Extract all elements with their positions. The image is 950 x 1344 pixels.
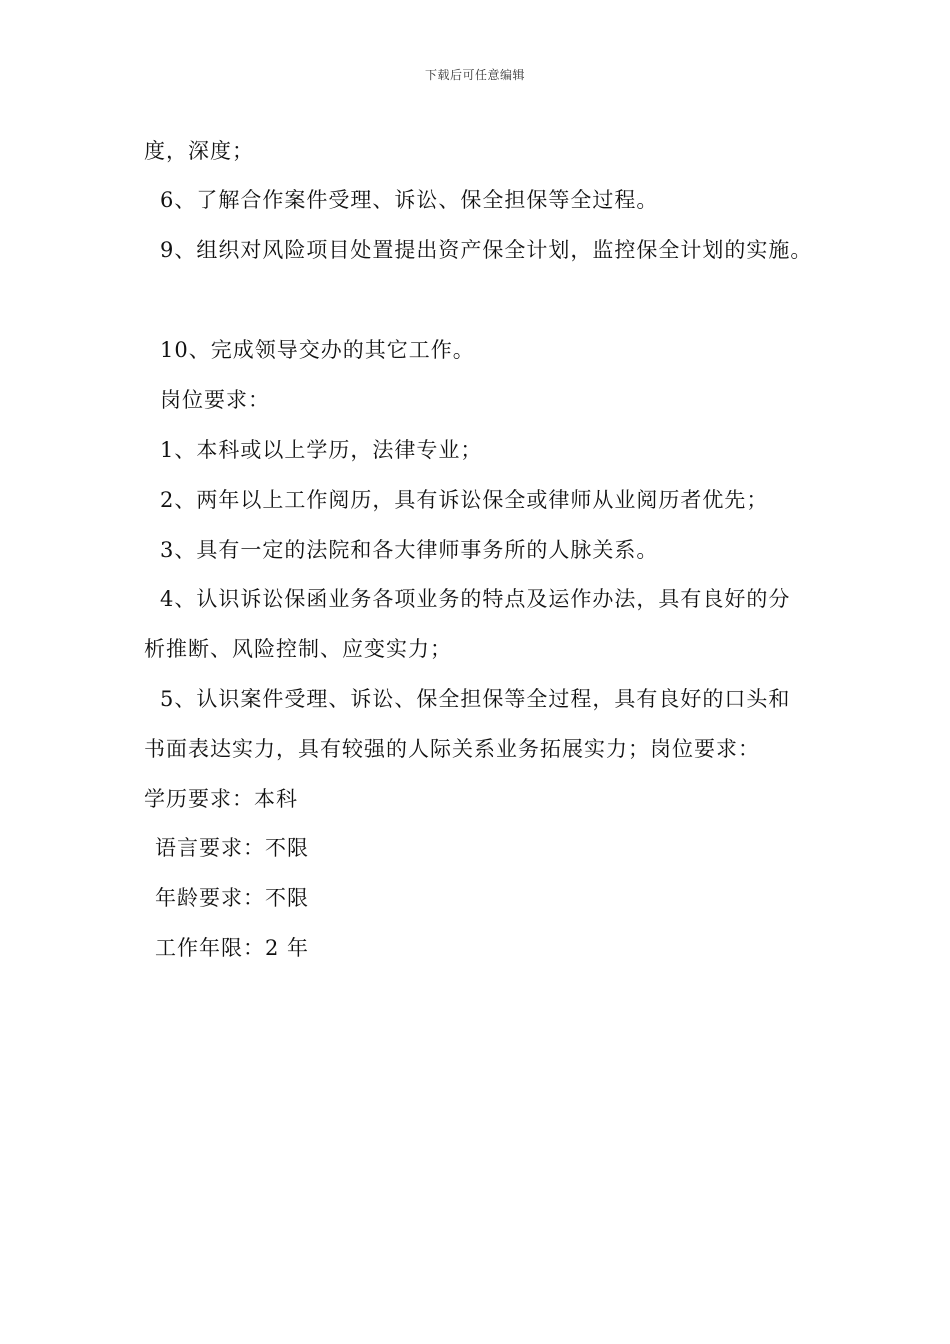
text-line-8: 3、具有一定的法院和各大律师事务所的人脉关系。 [160, 538, 659, 562]
text-line-6: 1、本科或以上学历，法律专业； [160, 438, 483, 462]
text-line-5: 岗位要求： [160, 388, 270, 412]
text-line-12: 书面表达实力，具有较强的人际关系业务拓展实力；岗位要求： [144, 737, 760, 761]
text-line-13: 学历要求：本科 [144, 787, 298, 811]
text-line-4: 10、完成领导交办的其它工作。 [160, 338, 475, 362]
page-header: 下载后可任意编辑 [424, 68, 525, 82]
text-line-15: 年龄要求：不限 [155, 886, 309, 910]
text-line-7: 2、两年以上工作阅历，具有诉讼保全或律师从业阅历者优先； [160, 488, 769, 512]
text-line-9: 4、认识诉讼保函业务各项业务的特点及运作办法，具有良好的分 [160, 587, 791, 611]
text-line-11: 5、认识案件受理、诉讼、保全担保等全过程，具有良好的口头和 [160, 687, 791, 711]
text-line-3: 9、组织对风险项目处置提出资产保全计划，监控保全计划的实施。 [160, 238, 813, 262]
text-line-16: 工作年限：2 年 [155, 936, 310, 960]
text-line-14: 语言要求：不限 [155, 836, 309, 860]
text-line-10: 析推断、风险控制、应变实力； [144, 637, 452, 661]
text-line-1: 度，深度； [144, 139, 254, 163]
text-line-2: 6、了解合作案件受理、诉讼、保全担保等全过程。 [160, 188, 659, 212]
